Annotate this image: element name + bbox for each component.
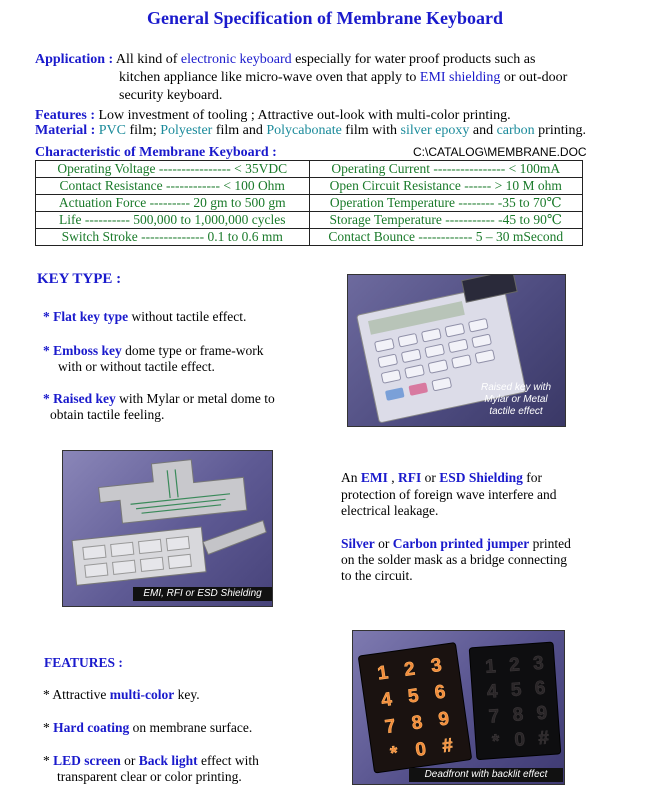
spec-cell-left: Life ---------- 500,000 to 1,000,000 cycles — [36, 212, 310, 229]
shielding-line-2: protection of foreign wave interfere and — [341, 487, 557, 502]
material-label: Material : — [35, 123, 96, 138]
back-light-term: Back light — [138, 753, 198, 768]
feature-item-multicolor — [43, 686, 200, 703]
deadfront-photo — [352, 630, 565, 785]
polycarbonate-text: Polycabonate — [266, 123, 342, 138]
jumper-line-2: on the solder mask as a bridge connecting — [341, 552, 568, 567]
spec-row — [36, 212, 583, 229]
silver-term: Silver — [341, 536, 375, 551]
multi-color-term: multi-color — [109, 687, 175, 702]
keypad-digit: 0 — [513, 729, 526, 751]
keypad-digit: 4 — [486, 681, 499, 703]
keypad-digit: 2 — [402, 658, 417, 681]
caption-line: Raised key with — [480, 382, 552, 393]
keypad-digit: 7 — [383, 715, 398, 739]
key-type-heading: KEY TYPE : — [37, 271, 122, 287]
keypad-digit: 3 — [532, 652, 545, 675]
feature-item-hard-coating — [43, 719, 252, 736]
shielding-text: or — [421, 470, 440, 485]
keypad-digit: 0 — [414, 738, 428, 762]
keypad-digit: 2 — [508, 654, 521, 677]
keypad-digit: * — [389, 742, 400, 765]
emi-term: EMI — [360, 470, 388, 485]
pvc-text: PVC — [95, 123, 126, 138]
material-text: and — [469, 123, 497, 138]
spec-cell-right: Open Circuit Resistance ------ > 10 M ohm — [309, 178, 583, 195]
spec-cell-left: Contact Resistance ------------ < 100 Ohm — [36, 178, 310, 195]
application-line-1 — [35, 51, 535, 68]
shielding-circuit-image — [63, 451, 272, 606]
emi-shielding-photo — [62, 450, 273, 607]
flat-key-label: * Flat key type — [43, 309, 129, 324]
emboss-key-line-2: with or without tactile effect. — [58, 359, 215, 374]
spec-row — [36, 178, 583, 195]
flat-key-item — [43, 308, 246, 325]
feature-text: * — [43, 753, 54, 768]
jumper-text: or — [374, 536, 393, 551]
jumper-line-1 — [341, 535, 571, 552]
application-text: especially for water proof products such as — [291, 52, 536, 67]
feature-text: or — [120, 753, 139, 768]
keypad-digit: 4 — [379, 689, 394, 712]
features-text: Low investment of tooling ; Attractive out-look with multi-color printing. — [95, 108, 511, 123]
shielding-line-1 — [341, 469, 542, 486]
keypad-digit: * — [491, 731, 501, 753]
shielding-text: An — [341, 470, 361, 485]
application-text: All kind of — [115, 52, 181, 67]
keypad-digit: 5 — [406, 685, 421, 708]
features-heading: FEATURES : — [44, 655, 123, 670]
application-text: or out-door — [500, 70, 568, 85]
spec-cell-left: Operating Voltage ---------------- < 35VDC — [36, 161, 310, 178]
caption-line: Mylar or Metal — [484, 394, 548, 405]
emboss-key-label: * Emboss key — [43, 343, 122, 358]
material-text: film and — [212, 123, 267, 138]
silver-epoxy-text: silver epoxy — [400, 123, 470, 138]
shielding-line-3: electrical leakage. — [341, 503, 439, 518]
features-label: Features : — [35, 108, 95, 123]
jumper-text: printed — [529, 536, 571, 551]
material-text: printing. — [534, 123, 587, 138]
electronic-keyboard-link: electronic keyboard — [180, 52, 292, 67]
hard-coating-term: Hard coating — [53, 720, 130, 735]
shielding-text: , — [387, 470, 398, 485]
keypad-digit: 8 — [511, 704, 525, 727]
raised-key-photo — [347, 274, 566, 427]
keypad-digit: 9 — [535, 702, 548, 725]
emboss-key-item — [43, 342, 263, 359]
carbon-text: carbon — [496, 123, 535, 138]
spec-cell-right: Storage Temperature ----------- -45 to 90℃ — [309, 212, 583, 229]
emi-shielding-caption: EMI, RFI or ESD Shielding — [133, 587, 272, 601]
caption-line: tactile effect — [489, 406, 543, 417]
spec-cell-right: Operation Temperature -------- -35 to 70℃ — [309, 195, 583, 212]
feature-item-led — [43, 752, 259, 769]
esd-shielding-term: ESD Shielding — [439, 470, 523, 485]
application-text: kitchen appliance like micro-wave oven that apply to — [119, 70, 420, 85]
jumper-line-3: to the circuit. — [341, 568, 413, 583]
material-text: film with — [341, 123, 401, 138]
spec-cell-left: Switch Stroke -------------- 0.1 to 0.6 mm — [36, 229, 310, 246]
shielding-text: for — [522, 470, 543, 485]
spec-row — [36, 195, 583, 212]
keypad-digit: 6 — [534, 677, 547, 700]
rfi-term: RFI — [398, 470, 422, 485]
feature-item-led-line-2: transparent clear or color printing. — [57, 769, 242, 784]
carbon-jumper-term: Carbon printed jumper — [392, 536, 530, 551]
spec-table — [35, 160, 583, 246]
keypad-digit: 8 — [410, 712, 424, 735]
feature-text: on membrane surface. — [129, 720, 253, 735]
feature-text: * — [43, 720, 54, 735]
emboss-key-text: dome type or frame-work — [121, 343, 264, 358]
raised-key-line-2: obtain tactile feeling. — [50, 407, 165, 422]
keypad-digit: 1 — [484, 656, 497, 678]
keypad-digit: 1 — [376, 662, 390, 685]
polyester-text: Polyester — [160, 123, 213, 138]
application-line-2 — [119, 69, 567, 86]
keypad-digit: # — [537, 727, 550, 750]
material-text: film; — [125, 123, 161, 138]
application-label: Application : — [35, 52, 114, 67]
spec-row — [36, 161, 583, 178]
keypad-digit: 7 — [488, 706, 501, 728]
keypad-digit: 9 — [437, 708, 451, 731]
spec-row — [36, 229, 583, 246]
raised-key-label: * Raised key — [43, 391, 116, 406]
raised-key-text: with Mylar or metal dome to — [115, 391, 275, 406]
feature-text: key. — [174, 687, 200, 702]
page-title: General Specification of Membrane Keyboard — [147, 8, 503, 28]
deadfront-keypad-image — [353, 631, 564, 784]
keypad-digit: 5 — [510, 679, 523, 702]
keypad-digit: 3 — [429, 654, 444, 678]
raised-key-caption — [468, 382, 564, 418]
spec-cell-right: Contact Bounce ------------ 5 – 30 mSecond — [309, 229, 583, 246]
spec-cell-right: Operating Current ---------------- < 100mA — [309, 161, 583, 178]
flat-key-text: without tactile effect. — [128, 309, 247, 324]
keypad-digit: 6 — [433, 681, 447, 704]
emi-shielding-link: EMI shielding — [419, 70, 501, 85]
led-screen-term: LED screen — [53, 753, 121, 768]
keypad-digit: # — [440, 734, 455, 758]
application-line-3: security keyboard. — [119, 88, 223, 103]
material-line — [35, 122, 586, 139]
document-path: C:\CATALOG\MEMBRANE.DOC — [413, 145, 587, 159]
raised-key-item — [43, 390, 275, 407]
characteristic-heading: Characteristic of Membrane Keyboard : — [35, 145, 277, 160]
feature-text: * Attractive — [43, 687, 110, 702]
feature-text: effect with — [197, 753, 259, 768]
spec-cell-left: Actuation Force --------- 20 gm to 500 gm — [36, 195, 310, 212]
deadfront-caption: Deadfront with backlit effect — [409, 768, 563, 782]
